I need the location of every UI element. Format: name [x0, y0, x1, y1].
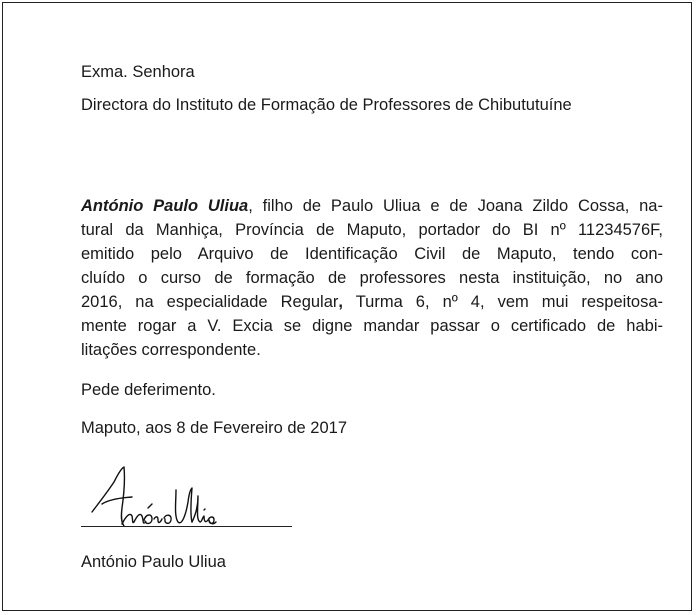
body-line-6: mente rogar a V. Excia se digne mandar passar o certificado de habi- — [81, 317, 663, 335]
place-date: Maputo, aos 8 de Fevereiro de 2017 — [81, 419, 348, 437]
body-line-5-text-a: 2016, na especialidade Regular — [81, 293, 339, 311]
salutation: Exma. Senhora — [81, 63, 195, 81]
bold-comma: , — [338, 293, 343, 311]
letter-body — [81, 194, 663, 362]
body-line-2: tural da Manhiça, Província de Maputo, portador do BI nº 11234576F, — [81, 221, 663, 239]
body-line-5-text-b: Turma 6, nº 4, vem mui respeitosa- — [343, 293, 663, 311]
body-line-5 — [81, 290, 663, 314]
body-line-4: cluído o curso de formação de professores nesta instituição, no ano — [81, 269, 663, 287]
body-line-3: emitido pelo Arquivo de Identificação Civil de Maputo, tendo con- — [81, 245, 663, 263]
body-line-1-text: , filho de Paulo Uliua e de Joana Zildo Cossa, na- — [248, 197, 663, 215]
signer-name: António Paulo Uliua — [81, 553, 226, 571]
applicant-name: António Paulo Uliua — [81, 197, 249, 215]
body-line-1 — [81, 194, 663, 218]
signature-line — [81, 526, 292, 527]
body-line-7: litações correspondente. — [81, 341, 261, 359]
addressee: Directora do Instituto de Formação de Professores de Chibututuíne — [81, 96, 572, 114]
request-line: Pede deferimento. — [81, 381, 216, 399]
